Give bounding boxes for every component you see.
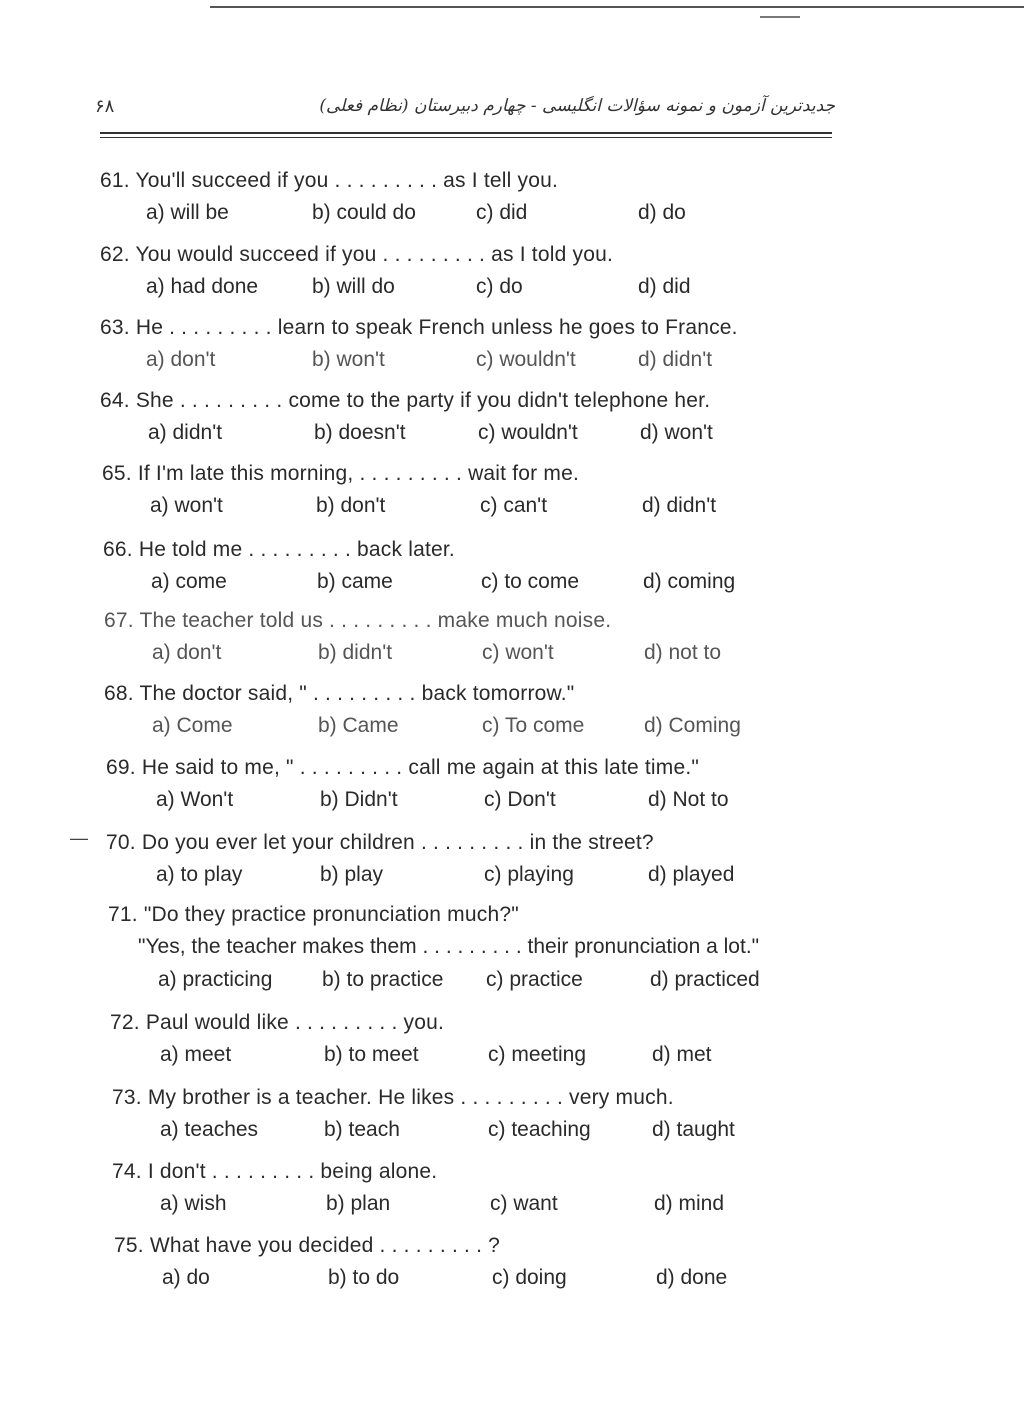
option-b[interactable]: b) doesn't (314, 421, 406, 444)
option-d[interactable]: d) did (638, 275, 691, 298)
question-62 (100, 240, 880, 304)
question-stem-continued: "Yes, the teacher makes them . . . . . . . . . their pronunciation a lot." (138, 935, 760, 958)
option-d[interactable]: d) didn't (642, 494, 717, 517)
option-a[interactable]: a) don't (146, 348, 216, 371)
option-b[interactable]: b) won't (312, 348, 385, 371)
option-c[interactable]: c) want (490, 1192, 558, 1215)
option-c[interactable]: c) meeting (488, 1043, 587, 1066)
option-d[interactable]: d) taught (652, 1118, 735, 1141)
option-d[interactable]: d) do (638, 201, 686, 224)
question-75 (114, 1231, 894, 1295)
option-b[interactable]: b) came (317, 570, 393, 593)
option-d[interactable]: d) Coming (644, 714, 741, 737)
question-66 (103, 535, 883, 599)
question-stem: 64. She . . . . . . . . . come to the party if you didn't telephone her. (100, 389, 711, 412)
question-stem: 61. You'll succeed if you . . . . . . . . . as I tell you. (100, 169, 559, 192)
question-65 (102, 459, 882, 523)
answer-options (104, 711, 884, 743)
question-stem: 71. "Do they practice pronunciation much?" (108, 903, 519, 926)
option-c[interactable]: c) Don't (484, 788, 556, 811)
option-c[interactable]: c) do (476, 275, 523, 298)
answer-options (112, 1115, 892, 1147)
question-stem: 70. Do you ever let your children . . . . . . . . . in the street? (106, 831, 654, 854)
option-d[interactable]: d) coming (643, 570, 736, 593)
answer-options (100, 198, 880, 230)
question-stem: 66. He told me . . . . . . . . . back later. (103, 538, 455, 561)
question-stem: 72. Paul would like . . . . . . . . . you. (110, 1011, 445, 1034)
option-a[interactable]: a) won't (150, 494, 223, 517)
option-c[interactable]: c) wouldn't (476, 348, 576, 371)
option-c[interactable]: c) To come (482, 714, 585, 737)
answer-options (104, 638, 884, 670)
option-b[interactable]: b) to do (328, 1266, 400, 1289)
question-63 (100, 313, 880, 377)
answer-options (106, 785, 886, 817)
answer-options (114, 1263, 894, 1295)
page-title: جدیدترین آزمون و نمونه سؤالات انگلیسی - چهارم دبیرستان (نظام فعلی) (319, 96, 835, 116)
answer-options (106, 860, 886, 892)
question-74 (112, 1157, 892, 1221)
question-stem: 62. You would succeed if you . . . . . . . . . as I told you. (100, 243, 613, 266)
option-a[interactable]: a) had done (146, 275, 259, 298)
option-c[interactable]: c) practice (486, 968, 583, 991)
option-d[interactable]: d) met (652, 1043, 712, 1066)
option-a[interactable]: a) come (151, 570, 227, 593)
option-c[interactable]: c) teaching (488, 1118, 591, 1141)
option-b[interactable]: b) plan (326, 1192, 391, 1215)
option-b[interactable]: b) teach (324, 1118, 400, 1141)
option-d[interactable]: d) mind (654, 1192, 725, 1215)
page-number: ۶۸ (95, 96, 115, 117)
option-d[interactable]: d) practiced (650, 968, 760, 991)
answer-options (102, 491, 882, 523)
option-d[interactable]: d) done (656, 1266, 728, 1289)
option-a[interactable]: a) don't (152, 641, 222, 664)
question-stem: 68. The doctor said, " . . . . . . . . . back tomorrow." (104, 682, 575, 705)
option-c[interactable]: c) can't (480, 494, 548, 517)
answer-options (108, 965, 908, 997)
question-71 (108, 900, 908, 997)
option-b[interactable]: b) to practice (322, 968, 444, 991)
option-c[interactable]: c) won't (482, 641, 554, 664)
option-b[interactable]: b) didn't (318, 641, 393, 664)
option-a[interactable]: a) do (162, 1266, 210, 1289)
option-b[interactable]: b) could do (312, 201, 416, 224)
option-b[interactable]: b) Came (318, 714, 399, 737)
answer-options (112, 1189, 892, 1221)
option-c[interactable]: c) to come (481, 570, 580, 593)
question-stem: 63. He . . . . . . . . . learn to speak French unless he goes to France. (100, 316, 738, 339)
question-69 (106, 753, 886, 817)
question-67 (104, 606, 884, 670)
question-70 (106, 828, 886, 892)
option-c[interactable]: c) playing (484, 863, 574, 886)
handwritten-mark: — (70, 828, 88, 848)
option-a[interactable]: a) practicing (158, 968, 273, 991)
question-64 (100, 386, 880, 450)
answer-options (103, 567, 883, 599)
answer-options (110, 1040, 890, 1072)
option-a[interactable]: a) Come (152, 714, 233, 737)
question-stem: 75. What have you decided . . . . . . . . . ? (114, 1234, 501, 1257)
option-a[interactable]: a) will be (146, 201, 229, 224)
option-b[interactable]: b) play (320, 863, 384, 886)
option-b[interactable]: b) will do (312, 275, 395, 298)
option-d[interactable]: d) didn't (638, 348, 713, 371)
question-stem: 74. I don't . . . . . . . . . being alone. (112, 1160, 438, 1183)
option-a[interactable]: a) meet (160, 1043, 232, 1066)
question-73 (112, 1083, 892, 1147)
option-a[interactable]: a) wish (160, 1192, 227, 1215)
answer-options (100, 345, 880, 377)
question-stem: 73. My brother is a teacher. He likes . . . . . . . . . very much. (112, 1086, 674, 1109)
question-stem: 69. He said to me, " . . . . . . . . . call me again at this late time." (106, 756, 700, 779)
question-stem: 65. If I'm late this morning, . . . . . . . . . wait for me. (102, 462, 579, 485)
question-stem: 67. The teacher told us . . . . . . . . . make much noise. (104, 609, 612, 632)
option-c[interactable]: c) did (476, 201, 528, 224)
option-c[interactable]: c) doing (492, 1266, 567, 1289)
option-d[interactable]: d) not to (644, 641, 722, 664)
option-d[interactable]: d) played (648, 863, 735, 886)
question-68 (104, 679, 884, 743)
option-b[interactable]: b) Didn't (320, 788, 398, 811)
option-b[interactable]: b) don't (316, 494, 386, 517)
option-a[interactable]: a) to play (156, 863, 243, 886)
option-a[interactable]: a) Won't (156, 788, 234, 811)
question-61 (100, 166, 880, 230)
option-a[interactable]: a) teaches (160, 1118, 259, 1141)
option-b[interactable]: b) to meet (324, 1043, 419, 1066)
answer-options (100, 418, 880, 450)
option-d[interactable]: d) Not to (648, 788, 729, 811)
option-a[interactable]: a) didn't (148, 421, 223, 444)
option-d[interactable]: d) won't (640, 421, 713, 444)
option-c[interactable]: c) wouldn't (478, 421, 578, 444)
answer-options (100, 272, 880, 304)
question-72 (110, 1008, 890, 1072)
